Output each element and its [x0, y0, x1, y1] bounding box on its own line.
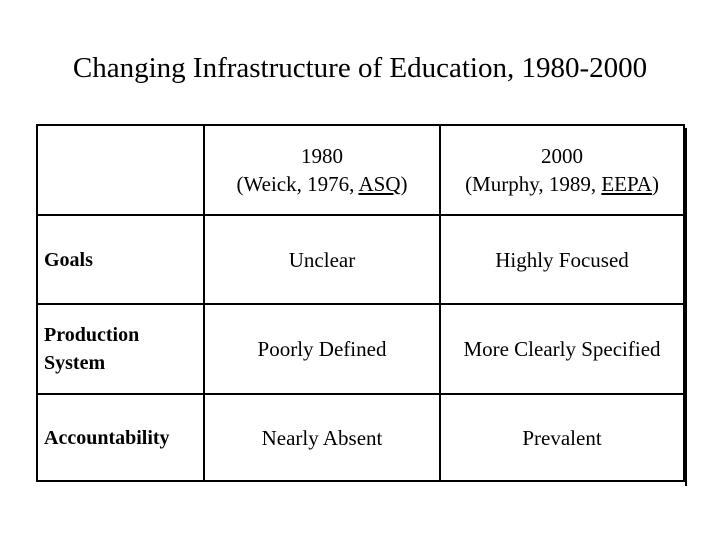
citation-journal: ASQ [358, 172, 401, 196]
row-label-text: Production [44, 324, 140, 346]
citation-text: ) [400, 172, 408, 196]
cell-production-2000: More Clearly Specified [463, 337, 661, 361]
comparison-table [36, 124, 685, 482]
column-header-2000 [441, 126, 683, 214]
row-label-text: Goals [44, 248, 93, 271]
row-label-production-system [38, 305, 203, 393]
row-label-accountability [38, 395, 203, 480]
row-label-text: System [44, 352, 106, 374]
column-year: 2000 [541, 144, 583, 168]
column-year: 1980 [301, 144, 343, 168]
column-header-1980 [205, 126, 439, 214]
citation-journal: EEPA [601, 172, 652, 196]
row-label-goals [38, 216, 203, 303]
corner-cell [38, 126, 203, 214]
cell-goals-1980: Unclear [288, 247, 356, 272]
cell-goals-2000: Highly Focused [495, 247, 629, 272]
cell-accountability-1980: Nearly Absent [261, 425, 383, 450]
column-citation [237, 170, 408, 198]
row-label-text: Accountability [44, 426, 170, 449]
citation-text: (Weick, 1976, [236, 172, 359, 196]
cell-production-1980: Poorly Defined [257, 337, 387, 361]
column-citation [465, 170, 659, 198]
cell-accountability-2000: Prevalent [522, 425, 602, 450]
slide-title: Changing Infrastructure of Education, 1980-2000 [72, 52, 648, 84]
citation-text: (Murphy, 1989, [465, 172, 602, 196]
citation-text: ) [651, 172, 659, 196]
